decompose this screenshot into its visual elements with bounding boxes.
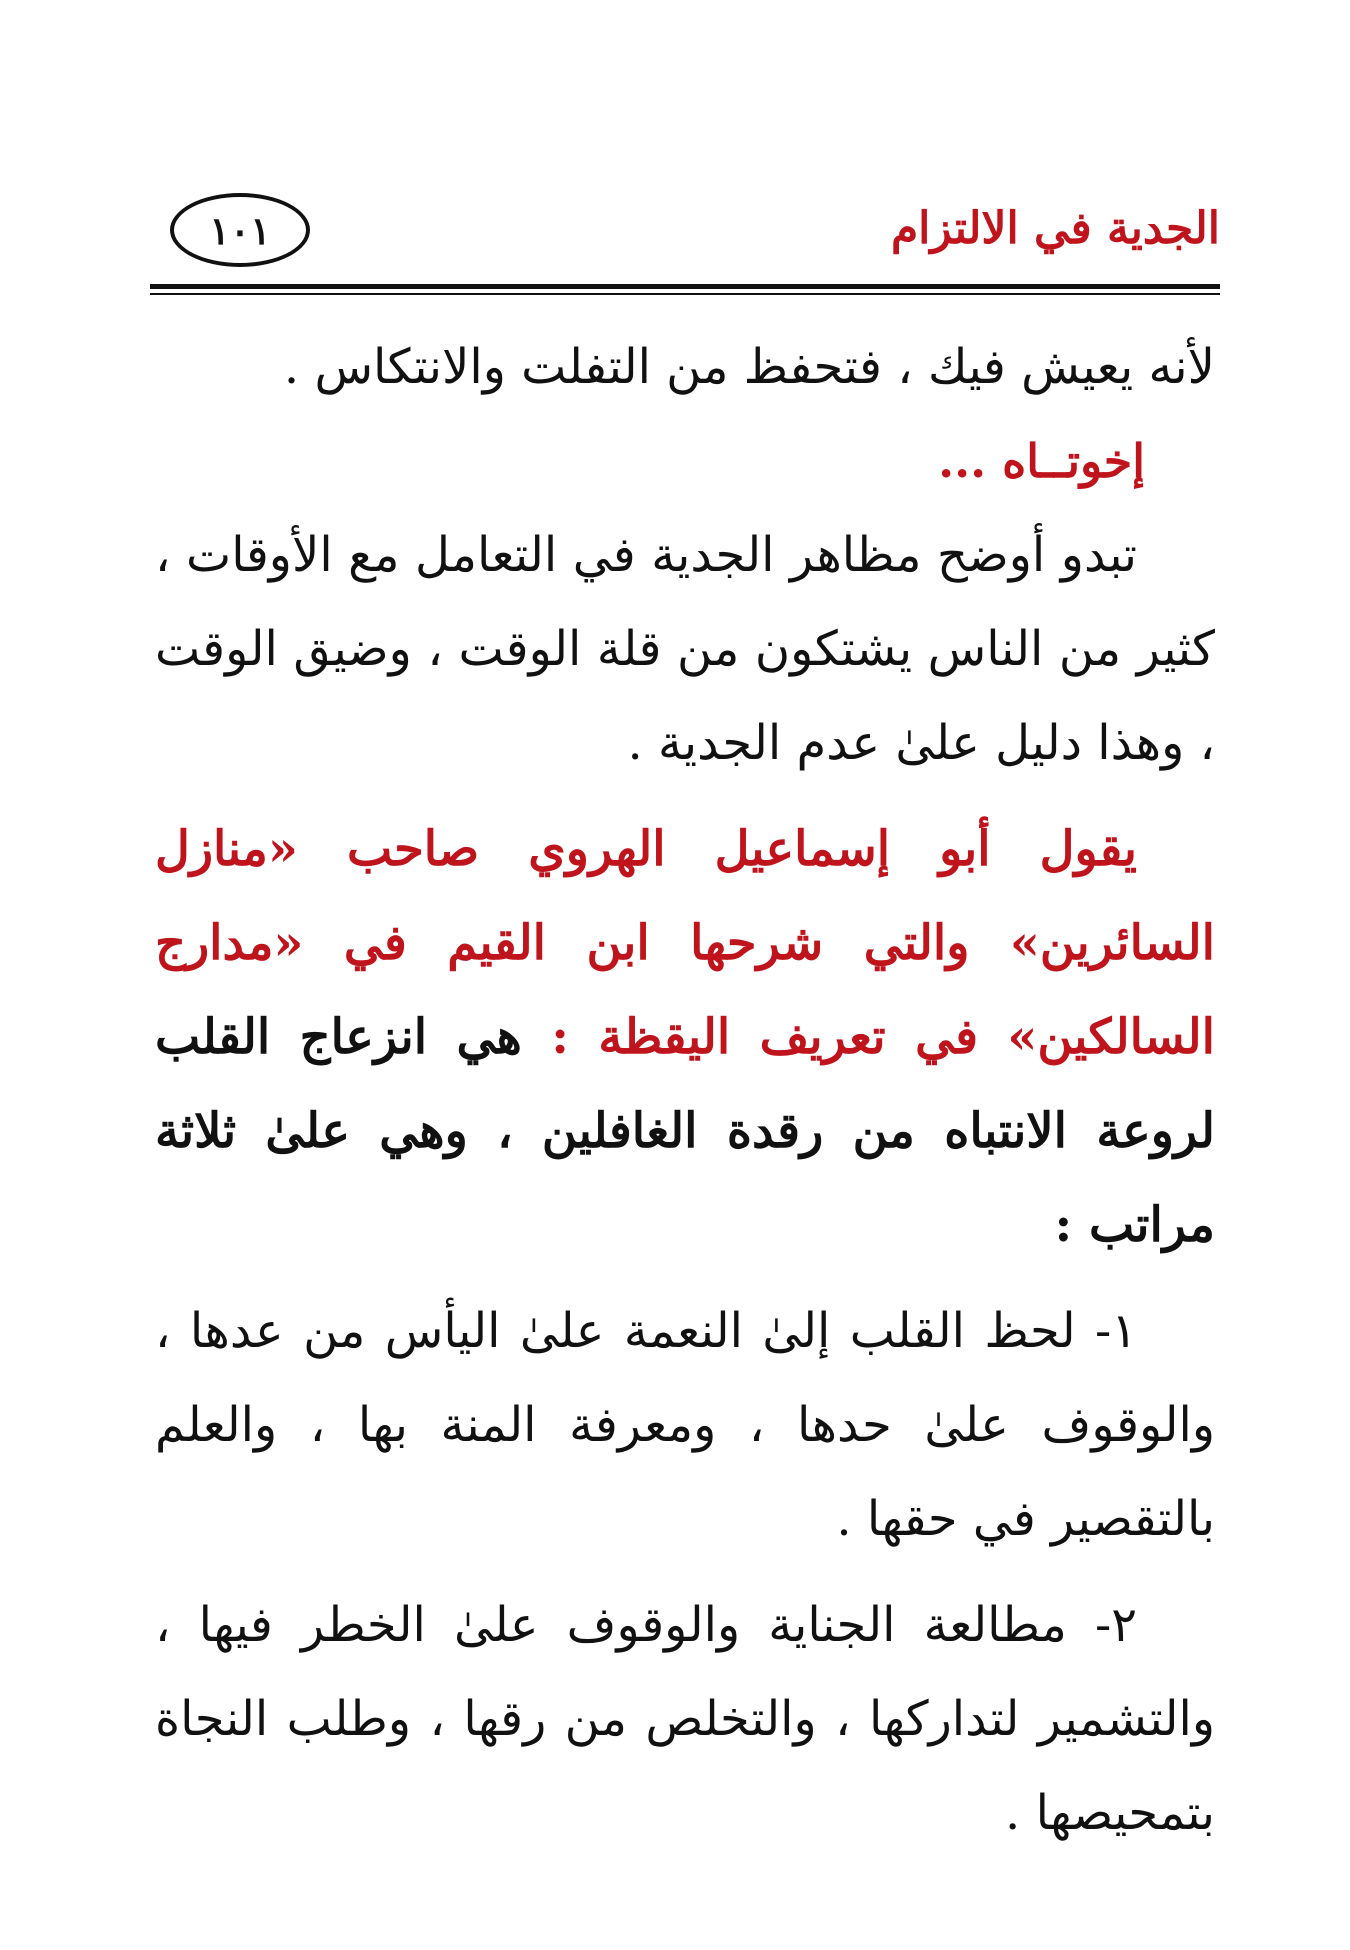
body-text [155,320,1215,1860]
header-rule-thin [150,293,1220,295]
quote-attribution: يقول أبو إسماعيل الهروي صاحب «منازل السائرين» والتي شرحها ابن القيم في «مدارج السالكين» في تعريف اليقظة : [155,821,1215,1065]
section-subheading: إخوتــاه ... [938,434,1145,488]
page-number-oval [170,193,310,267]
list-item-2: ٢- مطالعة الجناية والوقوف علىٰ الخطر فيها ، والتشمير لتداركها ، والتخلص من رقها ، وطلب النجاة بتمحيصها . [155,1597,1215,1841]
paragraph-quote [155,802,1215,1272]
quote-definition: هي انزعاج القلب لروعة الانتباه من رقدة الغافلين ، وهي علىٰ ثلاثة مراتب : [155,1009,1215,1253]
page-number: ١٠١ [209,207,271,253]
paragraph-times: تبدو أوضح مظاهر الجدية في التعامل مع الأوقات ، كثير من الناس يشتكون من قلة الوقت ، وضيق الوقت ، وهذا دليل علىٰ عدم الجدية . [155,527,1215,771]
page-header [150,185,1220,285]
running-title: الجدية في الالتزام [890,203,1220,254]
intro-line: لأنه يعيش فيك ، فتحفظ من التفلت والانتكاس . [283,339,1215,395]
list-item-1: ١- لحظ القلب إلىٰ النعمة علىٰ اليأس من عدها ، والوقوف علىٰ حدها ، ومعرفة المنة بها ، والعلم بالتقصير في حقها . [155,1303,1215,1547]
header-rule-thick [150,284,1220,289]
